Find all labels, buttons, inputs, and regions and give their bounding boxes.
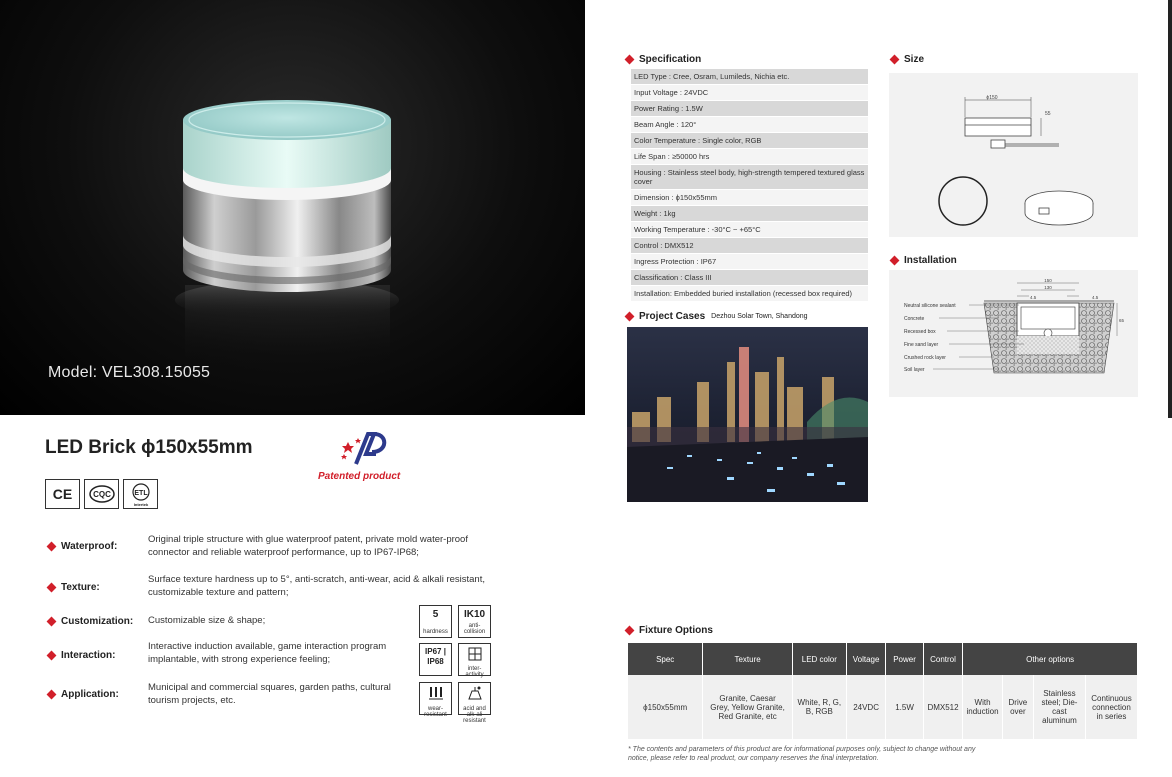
spec-row: Ingress Protection : IP67 xyxy=(631,254,868,270)
bullet-diamond-icon xyxy=(47,651,57,661)
project-case-photo xyxy=(627,327,868,502)
svg-text:55: 55 xyxy=(1045,111,1051,117)
cell-voltage: 24VDC xyxy=(846,675,886,739)
badge-wear-resistant: wear-resistant xyxy=(419,682,452,715)
feature-text-interaction: Interactive induction available, game interaction program implantable, with strong experience feeling; xyxy=(148,641,387,665)
svg-text:Recessed box: Recessed box xyxy=(904,329,936,335)
svg-text:CQC: CQC xyxy=(92,490,111,499)
cell-led-color: White, R, G, B, RGB xyxy=(792,675,846,739)
badge-ik10: IK10 anti-collision xyxy=(458,605,491,638)
spec-row: Working Temperature : -30°C ~ +65°C xyxy=(631,222,868,238)
header-voltage: Voltage xyxy=(846,643,886,675)
cell-control: DMX512 xyxy=(923,675,963,739)
header-led-color: LED color xyxy=(792,643,846,675)
cell-other-connection: Continuous connection in series xyxy=(1085,675,1137,739)
led-brick-render xyxy=(0,0,585,415)
header-control: Control xyxy=(923,643,963,675)
header-spec: Spec xyxy=(628,643,703,675)
svg-text:Crushed rock layer: Crushed rock layer xyxy=(904,355,946,361)
bullet-diamond-icon xyxy=(47,690,57,700)
badge-interactivity: inter-activity xyxy=(458,643,491,676)
header-texture: Texture xyxy=(703,643,792,675)
bullet-diamond-icon xyxy=(625,55,635,65)
spec-row: Color Temperature : Single color, RGB xyxy=(631,133,868,149)
svg-text:ETL: ETL xyxy=(133,490,148,497)
badge-hardness: 5 hardness xyxy=(419,605,452,638)
bullet-diamond-icon xyxy=(625,626,635,636)
product-hero-image xyxy=(0,0,585,415)
svg-text:Fine sand layer: Fine sand layer xyxy=(904,342,939,348)
spec-row: Power Rating : 1.5W xyxy=(631,101,868,117)
svg-text:150: 150 xyxy=(1044,278,1052,283)
project-cases-heading: Project Cases Dezhou Solar Town, Shandong xyxy=(626,311,808,322)
fixture-options-table xyxy=(628,643,1138,739)
spec-row: Housing : Stainless steel body, high-strength tempered textured glass cover xyxy=(631,165,868,190)
feature-label-customization: Customization: xyxy=(48,616,133,627)
etl-intertek-mark-icon xyxy=(123,479,158,509)
specification-table xyxy=(631,69,868,302)
bullet-diamond-icon xyxy=(47,542,57,552)
cell-texture: Granite, Caesar Grey, Yellow Granite, Red Granite, etc xyxy=(703,675,792,739)
bullet-diamond-icon xyxy=(625,312,635,322)
svg-text:Soil layer: Soil layer xyxy=(904,367,925,373)
cqc-mark-icon xyxy=(84,479,119,509)
spec-row: Control : DMX512 xyxy=(631,238,868,254)
feature-text-customization: Customizable size & shape; xyxy=(148,615,266,626)
project-location: Dezhou Solar Town, Shandong xyxy=(711,313,808,320)
header-other-options: Other options xyxy=(963,643,1138,675)
table-row xyxy=(628,675,1138,739)
cell-other-induction: With induction xyxy=(963,675,1003,739)
feature-label-waterproof: Waterproof: xyxy=(48,541,117,552)
patent-label: Patented product xyxy=(318,471,401,482)
badge-ip67-ip68: IP67 | IP68 xyxy=(419,643,452,676)
ce-mark-icon: CE xyxy=(45,479,80,509)
disclaimer-footnote: * The contents and parameters of this product are for informational purposes only, subject to change without any notice, please refer to real product, our company reserves the final interpretation. xyxy=(628,746,976,762)
spec-row: Beam Angle : 120° xyxy=(631,117,868,133)
spec-row: Installation: Embedded buried installation (recessed box required) xyxy=(631,286,868,302)
table-header-row xyxy=(628,643,1138,675)
svg-text:4.5: 4.5 xyxy=(1092,295,1099,300)
interactivity-icon xyxy=(468,647,482,661)
bullet-diamond-icon xyxy=(47,617,57,627)
feature-text-waterproof: Original triple structure with glue waterproof patent, private mold water-proof connector and reliable waterproof performance, up to IP67-IP68; xyxy=(148,534,468,558)
svg-text:Concrete: Concrete xyxy=(904,316,925,322)
bullet-diamond-icon xyxy=(890,256,900,266)
svg-text:4.5: 4.5 xyxy=(1030,295,1037,300)
bullet-diamond-icon xyxy=(47,583,57,593)
acid-alkali-icon xyxy=(466,685,484,701)
spec-row: Life Span : ≥50000 hrs xyxy=(631,149,868,165)
bullet-diamond-icon xyxy=(890,55,900,65)
feature-label-texture: Texture: xyxy=(48,582,100,593)
svg-text:Neutral silicone sealant: Neutral silicone sealant xyxy=(904,303,956,309)
model-label: Model: VEL308.15055 xyxy=(48,364,211,381)
spec-row: Classification : Class III xyxy=(631,270,868,286)
page-edge-divider xyxy=(1168,0,1172,418)
feature-text-application: Municipal and commercial squares, garden paths, cultural tourism projects, etc. xyxy=(148,682,391,706)
certification-logos xyxy=(45,479,158,509)
patent-logo-icon xyxy=(336,428,396,468)
cell-other-drive-over: Drive over xyxy=(1002,675,1033,739)
cell-power: 1.5W xyxy=(886,675,923,739)
cell-other-material: Stainless steel; Die-cast aluminum xyxy=(1033,675,1085,739)
header-power: Power xyxy=(886,643,923,675)
installation-heading: Installation xyxy=(891,255,957,266)
installation-drawing xyxy=(889,270,1138,397)
spec-row: Weight : 1kg xyxy=(631,206,868,222)
cell-spec: ϕ150x55mm xyxy=(628,675,703,739)
product-title: LED Brick ϕ150x55mm xyxy=(45,437,253,458)
size-heading: Size xyxy=(891,54,924,65)
fixture-options-heading: Fixture Options xyxy=(626,625,713,636)
feature-text-texture: Surface texture hardness up to 5°, anti-scratch, anti-wear, acid & alkali resistant, customizable texture and pattern; xyxy=(148,574,485,598)
size-drawing xyxy=(889,73,1138,237)
spec-row: LED Type : Cree, Osram, Lumileds, Nichia etc. xyxy=(631,69,868,85)
wear-resistant-icon xyxy=(427,685,445,701)
svg-text:65: 65 xyxy=(1119,318,1125,323)
specification-heading: Specification xyxy=(626,54,701,65)
spec-row: Dimension : ϕ150x55mm xyxy=(631,190,868,206)
spec-row: Input Voltage : 24VDC xyxy=(631,85,868,101)
badge-acid-alkali-resistant: acid and alk-ali resistant xyxy=(458,682,491,715)
feature-label-application: Application: xyxy=(48,689,119,700)
svg-text:Intertek: Intertek xyxy=(133,502,148,507)
svg-text:130: 130 xyxy=(1044,285,1052,290)
svg-text:ϕ150: ϕ150 xyxy=(986,95,998,101)
feature-label-interaction: Interaction: xyxy=(48,650,115,661)
